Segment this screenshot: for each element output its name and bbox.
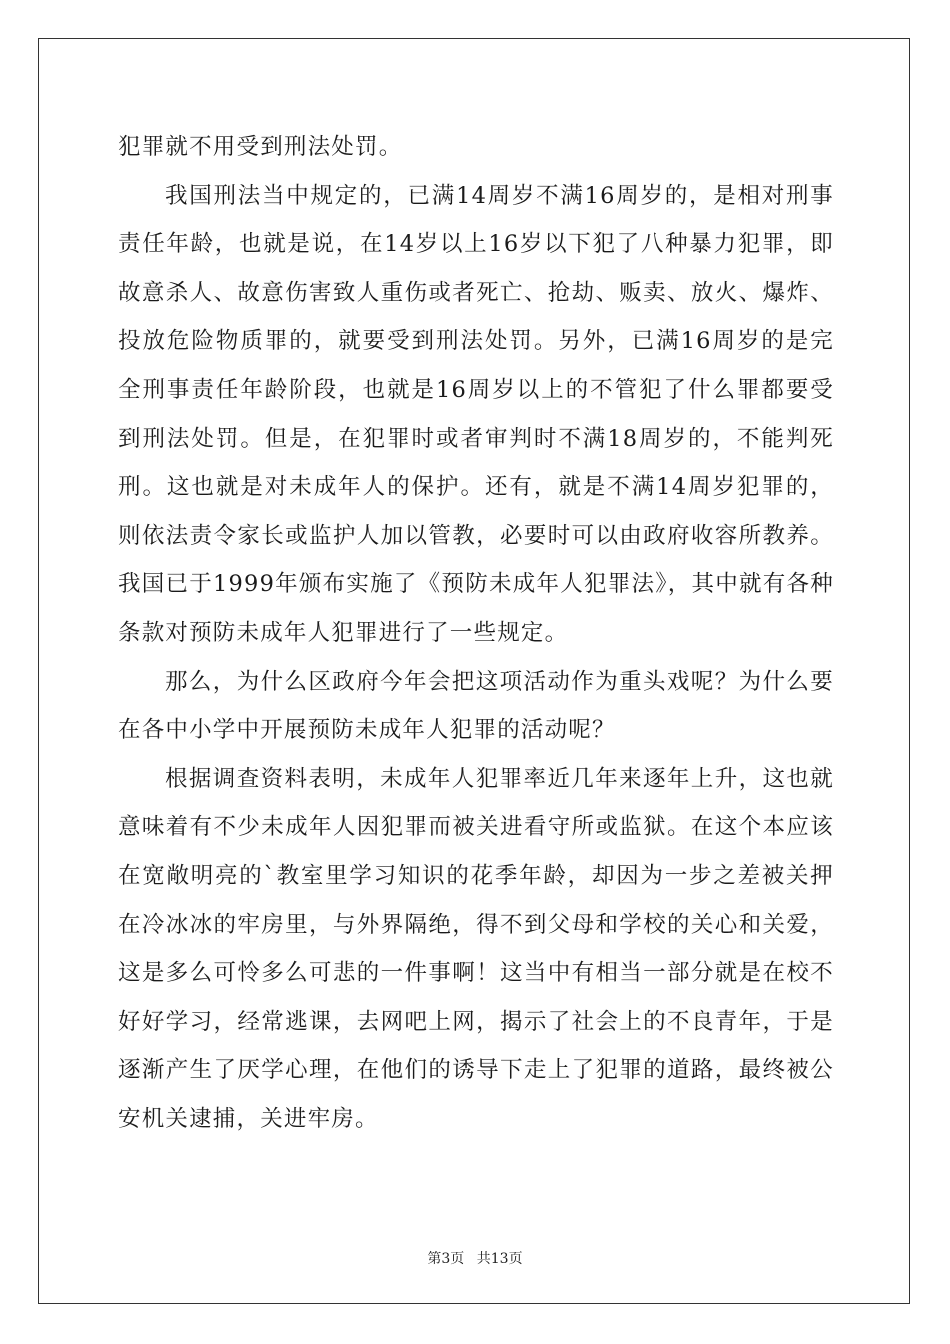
page-footer	[0, 1248, 950, 1268]
paragraph-1: 犯罪就不用受到刑法处罚。	[118, 134, 403, 160]
page-total: 共13页	[476, 1251, 523, 1267]
document-body	[118, 123, 834, 1143]
page-number: 第3页	[427, 1251, 465, 1267]
paragraph-3: 那么，为什么区政府今年会把这项活动作为重头戏呢？为什么要在各中小学中开展预防未成年人犯罪的活动呢？	[118, 668, 834, 744]
paragraph-4: 根据调查资料表明，未成年人犯罪率近几年来逐年上升，这也就意味着有不少未成年人因犯罪而被关进看守所或监狱。在这个本应该在宽敞明亮的`教室里学习知识的花季年龄，却因为一步之差被关押在冷冰冰的牢房里，与外界隔绝，得不到父母和学校的关心和关爱，这是多么可怜多么可悲的一件事啊！这当中有相当一部分就是在校不好好学习，经常逃课，去网吧上网，揭示了社会上的不良青年，于是逐渐产生了厌学心理，在他们的诱导下走上了犯罪的道路，最终被公安机关逮捕，关进牢房。	[118, 765, 834, 1132]
paragraph-2: 我国刑法当中规定的，已满14周岁不满16周岁的，是相对刑事责任年龄，也就是说，在14岁以上16岁以下犯了八种暴力犯罪，即故意杀人、故意伤害致人重伤或者死亡、抢劫、贩卖、放火、爆炸、投放危险物质罪的，就要受到刑法处罚。另外，已满16周岁的是完全刑事责任年龄阶段，也就是16周岁以上的不管犯了什么罪都要受到刑法处罚。但是，在犯罪时或者审判时不满18周岁的，不能判死刑。这也就是对未成年人的保护。还有，就是不满14周岁犯罪的，则依法责令家长或监护人加以管教，必要时可以由政府收容所教养。我国已于1999年颁布实施了《预防未成年人犯罪法》，其中就有各种条款对预防未成年人犯罪进行了一些规定。	[118, 182, 834, 646]
